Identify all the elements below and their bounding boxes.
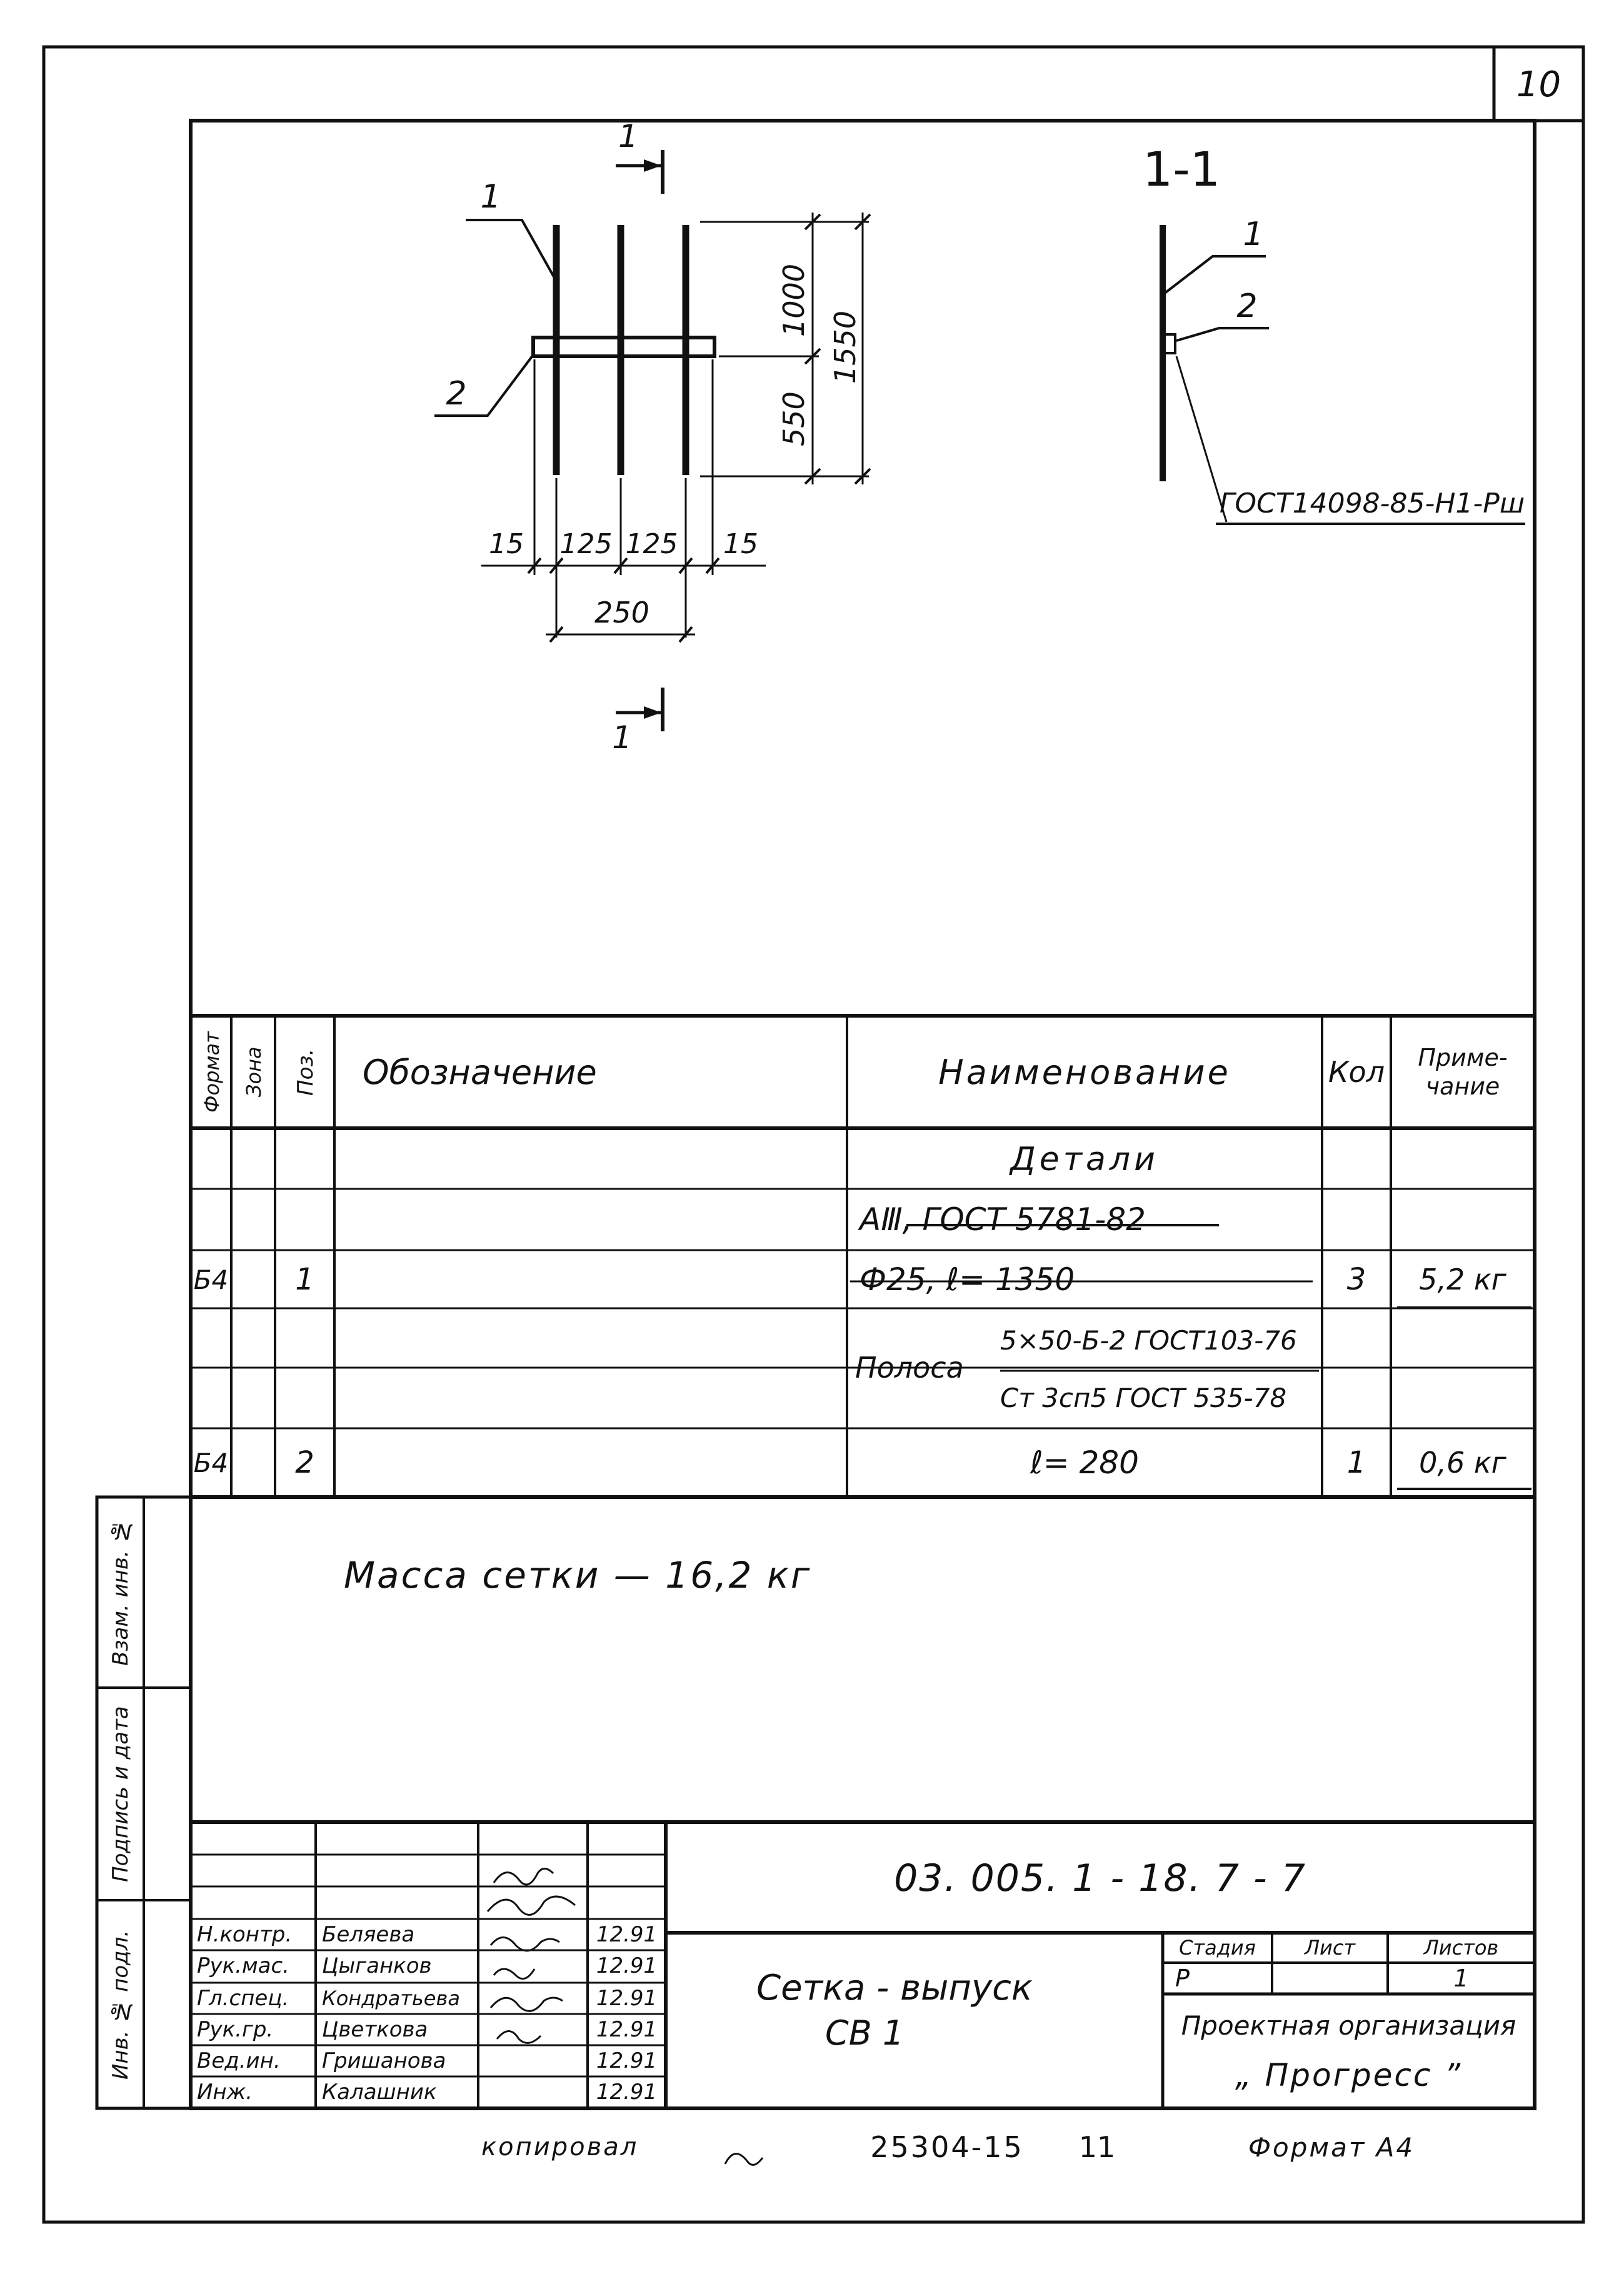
- row-2-note: 5,2 кг: [1419, 1263, 1506, 1296]
- signer-date: 12.91: [596, 2080, 658, 2105]
- doc-title-line2: СВ 1: [825, 2013, 905, 2053]
- side-label-podp-data: Подпись и дата: [108, 1706, 133, 1882]
- dim-125-b: 125: [625, 528, 678, 560]
- dim-15-right: 15: [723, 528, 758, 560]
- sheet-value: [1272, 1963, 1388, 1994]
- signer-role: Н.контр.: [197, 1922, 293, 1947]
- row-2-name: Ф25, ℓ= 1350: [860, 1261, 1075, 1298]
- doc-title-line1: Сетка - выпуск: [756, 1967, 1033, 2008]
- signers-table: [191, 1919, 666, 2108]
- signer-date: 12.91: [596, 2017, 658, 2042]
- signer-name: Кондратьева: [322, 1986, 460, 2010]
- row-3-name-line1: 5×50-Б-2 ГОСТ103-76: [1000, 1325, 1297, 1356]
- header-designation: Обозначение: [363, 1052, 597, 1092]
- row-0-name: Детали: [1010, 1141, 1159, 1178]
- side-label-inv-podl: Инв. № подл.: [108, 1930, 133, 2080]
- header-qty: Кол: [1328, 1055, 1385, 1089]
- stage-header: Стадия: [1179, 1936, 1256, 1960]
- row-2-pos: 1: [295, 1262, 314, 1297]
- section-pos-label-1: 1: [1243, 216, 1264, 253]
- org-line2: „ Прогресс ”: [1235, 2057, 1463, 2093]
- signer-role: Вед.ин.: [197, 2048, 281, 2073]
- dim-1550: 1550: [828, 310, 862, 384]
- footer-copied: копировал: [481, 2133, 639, 2161]
- signer-date: 12.91: [596, 1953, 658, 1978]
- footer-archive-no: 25304-15: [870, 2130, 1024, 2164]
- signer-role: Рук.гр.: [197, 2017, 274, 2042]
- signer-date: 12.91: [596, 2048, 658, 2073]
- header-note: Приме-чание: [1418, 1044, 1508, 1100]
- sheets-value: 1: [1453, 1965, 1469, 1992]
- section-label: 1-1: [1142, 141, 1221, 197]
- dim-15-left: 15: [489, 528, 524, 560]
- pos-label-1: 1: [480, 178, 501, 216]
- side-label-vzam-inv: Взам. инв. №: [108, 1518, 133, 1666]
- signer-role: Рук.мас.: [197, 1953, 289, 1978]
- header-zone: Зона: [242, 1046, 266, 1098]
- dim-250: 250: [594, 596, 649, 629]
- header-pos: Поз.: [293, 1048, 318, 1096]
- dim-125-a: 125: [559, 528, 613, 560]
- dim-550: 550: [777, 391, 811, 446]
- dim-1000: 1000: [777, 263, 811, 337]
- section-mark-top: 1: [618, 118, 638, 154]
- row-4-qty: 1: [1346, 1445, 1366, 1480]
- stage-value: Р: [1175, 1965, 1190, 1992]
- pos-label-2: 2: [446, 375, 467, 413]
- footer-format: Формат А4: [1248, 2131, 1415, 2163]
- rebar-view: [434, 150, 1525, 731]
- row-3-name-prefix: Полоса: [855, 1351, 964, 1385]
- signer-date: 12.91: [596, 1986, 658, 2011]
- row-4-pos: 2: [295, 1445, 314, 1480]
- header-name: Наименование: [938, 1052, 1231, 1092]
- signer-role: Гл.спец.: [197, 1986, 289, 2011]
- section-pos-label-2: 2: [1236, 288, 1258, 325]
- sheets-header: Листов: [1423, 1936, 1499, 1960]
- row-3-name-line2: Ст 3сп5 ГОСТ 535-78: [1000, 1382, 1287, 1413]
- signer-name: Гришанова: [322, 2048, 446, 2073]
- row-2-format: Б4: [193, 1264, 229, 1295]
- signer-name: Цыганков: [322, 1953, 432, 1978]
- weld-spec: ГОСТ14098-85-Н1-Рш: [1219, 487, 1525, 519]
- page-number: 10: [1516, 64, 1561, 105]
- footer-sheet-no: 11: [1078, 2130, 1116, 2164]
- sheet-header: Лист: [1304, 1936, 1356, 1960]
- mass-note: Масса сетки — 16,2 кг: [344, 1554, 812, 1596]
- org-line1: Проектная организация: [1181, 2010, 1516, 2041]
- row-4-format: Б4: [193, 1447, 229, 1478]
- signer-name: Калашник: [322, 2080, 437, 2105]
- section-mark-bottom: 1: [612, 719, 632, 756]
- signer-role: Инж.: [197, 2080, 253, 2105]
- doc-code: 03. 005. 1 - 18. 7 - 7: [894, 1856, 1306, 1900]
- header-format: Формат: [200, 1031, 224, 1113]
- signer-name: Цветкова: [322, 2017, 428, 2042]
- row-2-qty: 3: [1346, 1262, 1366, 1297]
- signer-date: 12.91: [596, 1922, 658, 1947]
- signer-name: Беляева: [322, 1922, 415, 1947]
- row-4-note: 0,6 кг: [1419, 1446, 1506, 1480]
- row-1-name: АⅢ, ГОСТ 5781-82: [860, 1201, 1146, 1238]
- row-4-name: ℓ= 280: [1030, 1445, 1139, 1481]
